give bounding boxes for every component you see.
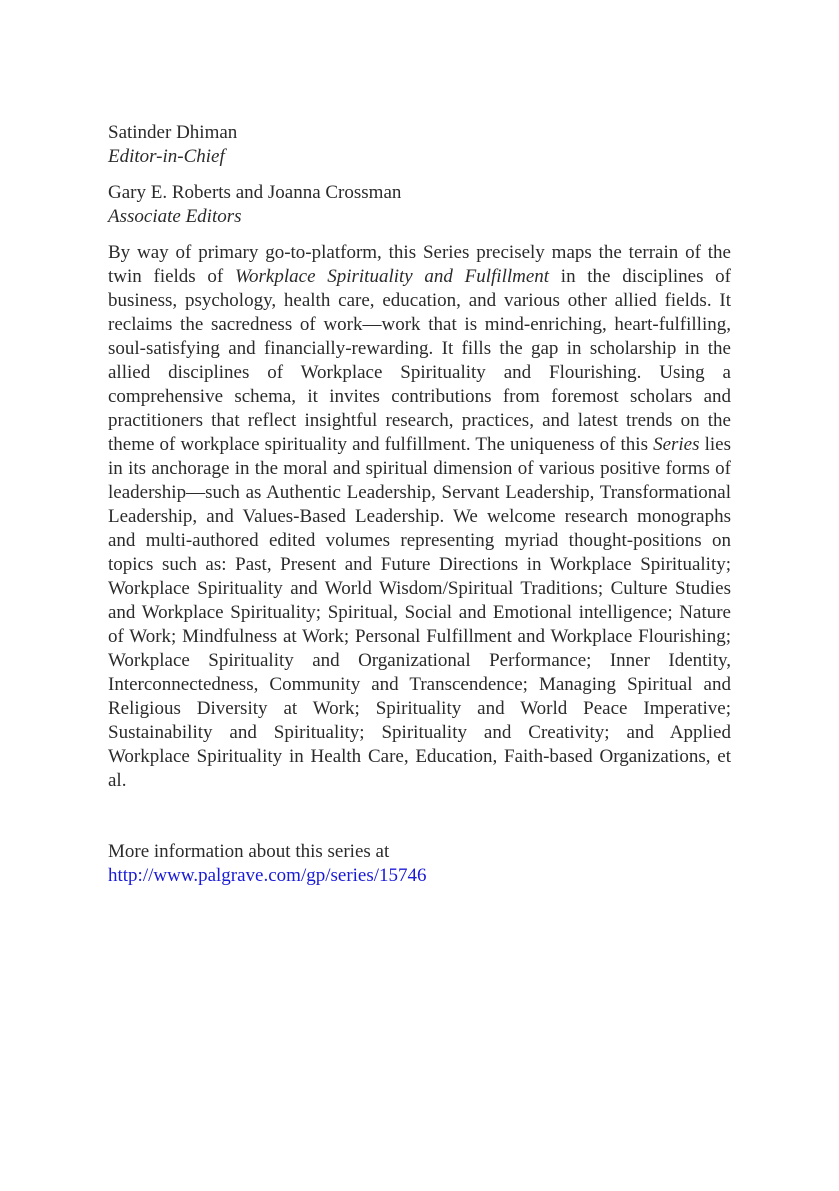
description-italic-title: Workplace Spirituality and Fulfillment xyxy=(234,266,550,287)
description-text-2: in the disciplines of business, psychology, health care, education, and various other allied fields. It reclaims the sacredness of work—work that is mind-enriching, heart-fulfilling, soul-satisfying and financially-rewarding. It fills the gap in scholarship in the allied disciplines of Workplace Spirituality and Flourishing. Using a comprehensive schema, it invites contributions from foremost scholars and practitioners that reflect insightful research, practices, and latest trends on the theme of workplace spirituality and fulfillment. The uniqueness of this xyxy=(108,266,731,455)
editor-in-chief-block xyxy=(108,121,731,169)
associate-editors-names: Gary E. Roberts and Joanna Crossman xyxy=(108,182,402,203)
description-text-3: lies in its anchorage in the moral and spiritual dimension of various positive forms of leadership—such as Authentic Leadership, Servant Leadership, Transformational Leadership, and Values-Based Leadership. We welcome research monographs and multi-authored edited volumes representing myriad thought-positions on topics such as: Past, Present and Future Directions in Workplace Spirituality; Workplace Spirituality and World Wisdom/Spiritual Traditions; Culture Studies and Workplace Spirituality; Spiritual, Social and Emotional intelligence; Nature of Work; Mindfulness at Work; Personal Fulfillment and Workplace Flourishing; Workplace Spirituality and Organizational Performance; Inner Identity, Interconnectedness, Community and Transcendence; Managing Spiritual and Religious Diversity at Work; Spirituality and World Peace Imperative; Sustainability and Spirituality; Spirituality and Creativity; and Applied Workplace Spirituality in Health Care, Education, Faith-based Organizations, et al. xyxy=(108,434,732,791)
description-italic-series: Series xyxy=(653,434,700,455)
editor-in-chief-role: Editor-in-Chief xyxy=(108,146,225,167)
associate-editors-role: Associate Editors xyxy=(108,206,242,227)
associate-editors-block xyxy=(108,181,731,229)
more-info-block xyxy=(108,840,731,888)
series-page xyxy=(108,121,731,888)
series-description xyxy=(108,241,731,793)
description-text-1: By way of primary go-to-platform, this Series precisely maps the terrain of the twin fields of xyxy=(108,242,731,287)
editor-in-chief-name: Satinder Dhiman xyxy=(108,122,238,143)
more-info-text: More information about this series at xyxy=(108,841,390,862)
series-link[interactable]: http://www.palgrave.com/gp/series/15746 xyxy=(108,865,427,886)
